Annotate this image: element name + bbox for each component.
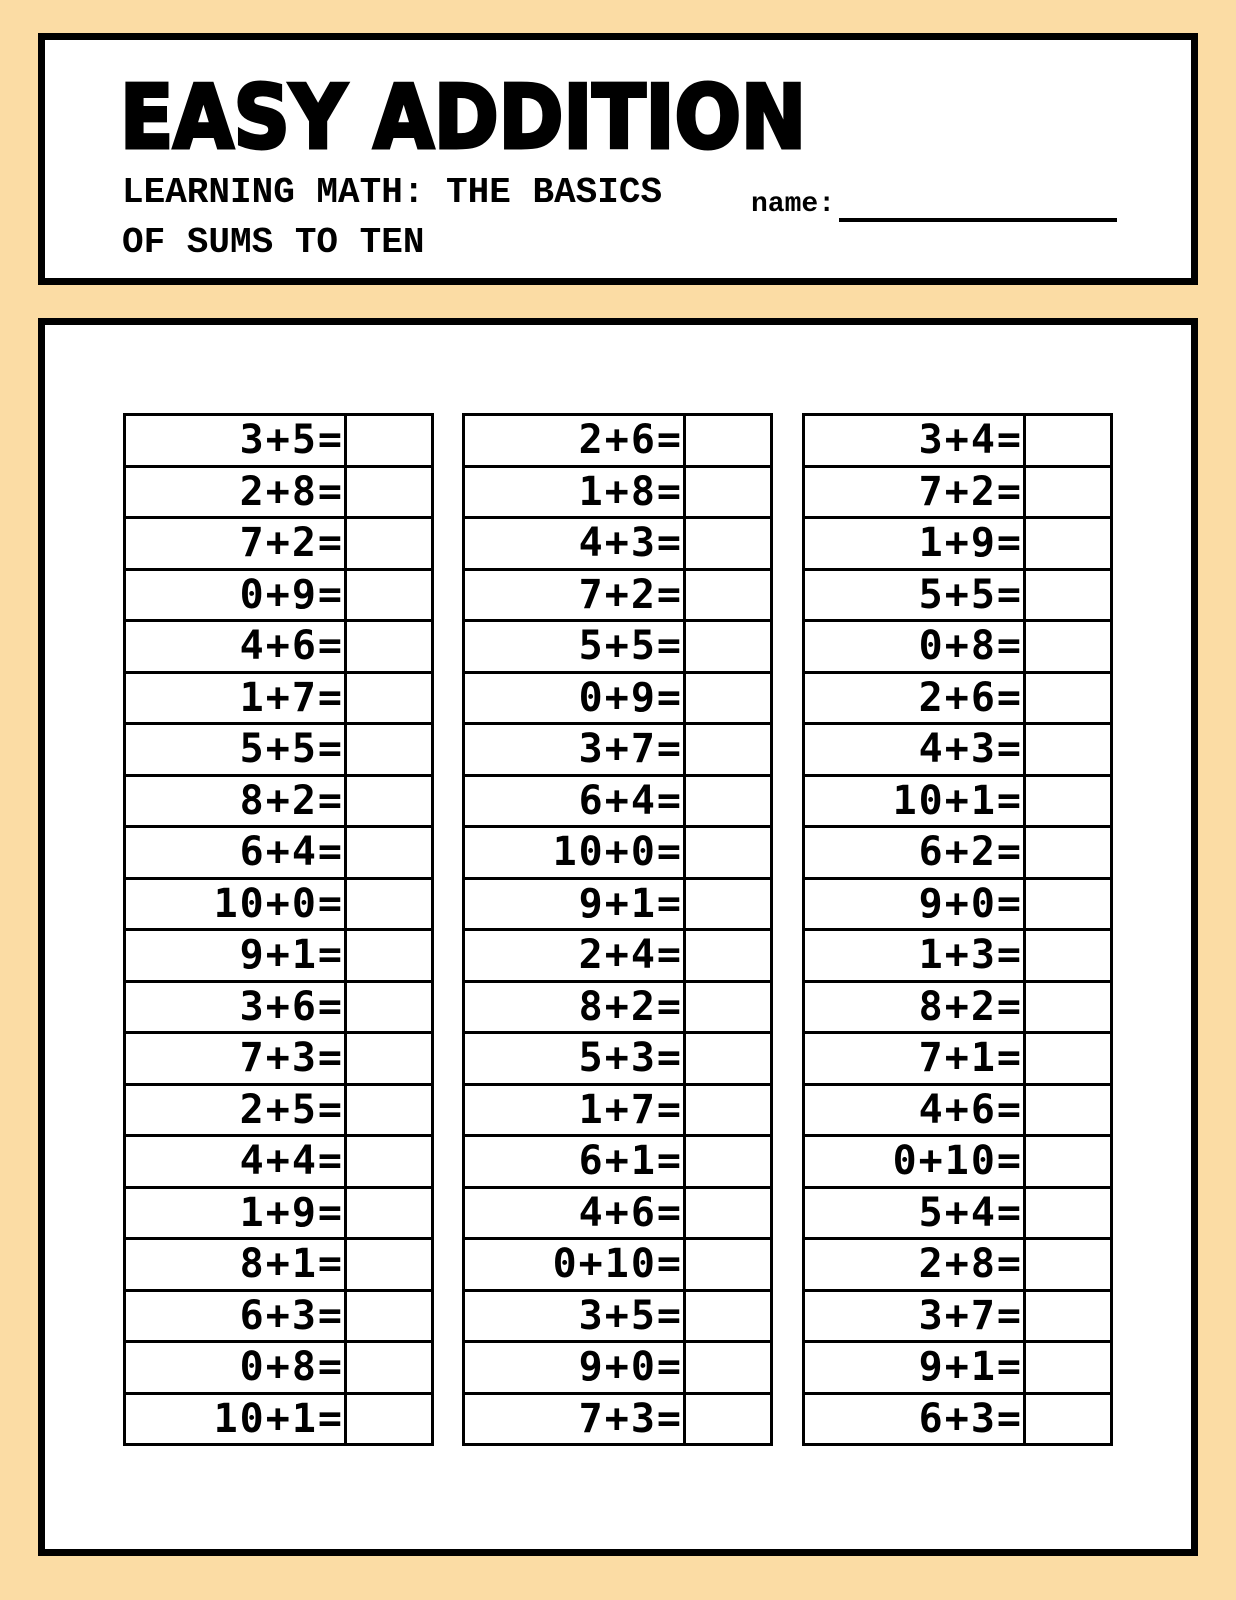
problem-text: 1+3= xyxy=(804,930,1025,982)
problem-row xyxy=(125,1290,433,1342)
problem-row xyxy=(125,1033,433,1085)
answer-box[interactable] xyxy=(685,1033,772,1085)
problem-row xyxy=(804,775,1112,827)
answer-box[interactable] xyxy=(1025,878,1112,930)
problem-text: 4+3= xyxy=(464,518,685,570)
answer-box[interactable] xyxy=(685,621,772,673)
problem-text: 7+1= xyxy=(804,1033,1025,1085)
answer-box[interactable] xyxy=(346,878,433,930)
problem-text: 3+7= xyxy=(804,1290,1025,1342)
problem-row xyxy=(125,827,433,879)
answer-box[interactable] xyxy=(346,569,433,621)
answer-box[interactable] xyxy=(346,672,433,724)
answer-box[interactable] xyxy=(685,672,772,724)
page-title: EASY ADDITION xyxy=(120,68,807,169)
problem-row xyxy=(464,981,772,1033)
problem-text: 2+8= xyxy=(125,466,346,518)
problem-row xyxy=(804,1084,1112,1136)
answer-box[interactable] xyxy=(1025,1342,1112,1394)
problem-text: 9+1= xyxy=(125,930,346,982)
subtitle-line-1: LEARNING MATH: THE BASICS xyxy=(122,172,663,213)
problem-row xyxy=(804,1290,1112,1342)
answer-box[interactable] xyxy=(1025,775,1112,827)
answer-box[interactable] xyxy=(685,415,772,467)
answer-box[interactable] xyxy=(346,518,433,570)
problem-text: 7+3= xyxy=(125,1033,346,1085)
problem-text: 7+2= xyxy=(464,569,685,621)
problem-text: 8+2= xyxy=(464,981,685,1033)
problem-text: 5+4= xyxy=(804,1187,1025,1239)
problem-text: 0+9= xyxy=(125,569,346,621)
answer-box[interactable] xyxy=(1025,1239,1112,1291)
answer-box[interactable] xyxy=(346,827,433,879)
answer-box[interactable] xyxy=(346,724,433,776)
problem-text: 8+1= xyxy=(125,1239,346,1291)
problem-row xyxy=(464,1084,772,1136)
answer-box[interactable] xyxy=(346,466,433,518)
problem-row xyxy=(464,1187,772,1239)
answer-box[interactable] xyxy=(346,1393,433,1445)
answer-box[interactable] xyxy=(1025,621,1112,673)
problem-row xyxy=(464,775,772,827)
problem-text: 6+3= xyxy=(125,1290,346,1342)
answer-box[interactable] xyxy=(1025,672,1112,724)
problem-text: 0+10= xyxy=(464,1239,685,1291)
problem-row xyxy=(464,1393,772,1445)
answer-box[interactable] xyxy=(1025,1033,1112,1085)
answer-box[interactable] xyxy=(346,1290,433,1342)
problem-text: 1+9= xyxy=(125,1187,346,1239)
answer-box[interactable] xyxy=(1025,1290,1112,1342)
problem-row xyxy=(125,1342,433,1394)
problem-row xyxy=(125,1136,433,1188)
problem-row xyxy=(804,827,1112,879)
problem-text: 2+4= xyxy=(464,930,685,982)
problem-text: 6+1= xyxy=(464,1136,685,1188)
problem-row xyxy=(804,518,1112,570)
answer-box[interactable] xyxy=(346,1239,433,1291)
answer-box[interactable] xyxy=(346,930,433,982)
problem-row xyxy=(464,1136,772,1188)
problem-text: 3+5= xyxy=(125,415,346,467)
problem-row xyxy=(125,569,433,621)
problem-text: 3+6= xyxy=(125,981,346,1033)
problem-row xyxy=(464,569,772,621)
problem-row xyxy=(804,466,1112,518)
problem-row xyxy=(804,672,1112,724)
answer-box[interactable] xyxy=(685,1239,772,1291)
answer-box[interactable] xyxy=(685,827,772,879)
problem-text: 1+7= xyxy=(125,672,346,724)
problem-text: 0+8= xyxy=(804,621,1025,673)
problem-text: 0+9= xyxy=(464,672,685,724)
problem-row xyxy=(464,415,772,467)
problem-row xyxy=(464,1239,772,1291)
problem-text: 2+6= xyxy=(804,672,1025,724)
problem-text: 1+8= xyxy=(464,466,685,518)
answer-box[interactable] xyxy=(1025,569,1112,621)
answer-box[interactable] xyxy=(685,569,772,621)
problem-row xyxy=(804,1187,1112,1239)
answer-box[interactable] xyxy=(1025,1393,1112,1445)
problems-column-3 xyxy=(802,413,1113,1446)
page-subtitle xyxy=(122,168,662,268)
answer-box[interactable] xyxy=(346,415,433,467)
problem-text: 4+6= xyxy=(125,621,346,673)
answer-box[interactable] xyxy=(685,1187,772,1239)
problems-table xyxy=(462,413,773,1446)
answer-box[interactable] xyxy=(1025,1084,1112,1136)
problem-text: 2+6= xyxy=(464,415,685,467)
problem-row xyxy=(125,1393,433,1445)
problems-column-2 xyxy=(462,413,773,1446)
problem-text: 1+7= xyxy=(464,1084,685,1136)
problem-row xyxy=(804,930,1112,982)
problem-text: 6+4= xyxy=(464,775,685,827)
problem-text: 9+0= xyxy=(804,878,1025,930)
answer-box[interactable] xyxy=(1025,724,1112,776)
problem-row xyxy=(125,518,433,570)
problem-row xyxy=(125,672,433,724)
answer-box[interactable] xyxy=(346,1342,433,1394)
problem-row xyxy=(464,466,772,518)
problem-text: 5+3= xyxy=(464,1033,685,1085)
problem-row xyxy=(804,569,1112,621)
answer-box[interactable] xyxy=(1025,827,1112,879)
problem-text: 8+2= xyxy=(804,981,1025,1033)
problem-row xyxy=(125,466,433,518)
answer-box[interactable] xyxy=(1025,930,1112,982)
problem-text: 0+8= xyxy=(125,1342,346,1394)
answer-box[interactable] xyxy=(1025,415,1112,467)
problem-row xyxy=(804,1136,1112,1188)
problem-row xyxy=(125,415,433,467)
answer-box[interactable] xyxy=(685,466,772,518)
answer-box[interactable] xyxy=(685,1084,772,1136)
problem-text: 1+9= xyxy=(804,518,1025,570)
problem-row xyxy=(464,518,772,570)
answer-box[interactable] xyxy=(685,878,772,930)
problem-text: 10+1= xyxy=(125,1393,346,1445)
answer-box[interactable] xyxy=(346,1084,433,1136)
problems-table xyxy=(123,413,434,1446)
problem-text: 10+0= xyxy=(464,827,685,879)
problem-row xyxy=(125,621,433,673)
problem-text: 5+5= xyxy=(464,621,685,673)
answer-box[interactable] xyxy=(346,1187,433,1239)
problem-text: 7+2= xyxy=(804,466,1025,518)
problem-text: 9+1= xyxy=(464,878,685,930)
answer-box[interactable] xyxy=(685,1393,772,1445)
header-box xyxy=(38,33,1198,285)
answer-box[interactable] xyxy=(685,1290,772,1342)
problem-row xyxy=(464,930,772,982)
answer-box[interactable] xyxy=(1025,981,1112,1033)
problem-text: 6+4= xyxy=(125,827,346,879)
answer-box[interactable] xyxy=(346,775,433,827)
answer-box[interactable] xyxy=(346,1136,433,1188)
answer-box[interactable] xyxy=(1025,1187,1112,1239)
problem-text: 10+1= xyxy=(804,775,1025,827)
answer-box[interactable] xyxy=(685,1342,772,1394)
problem-text: 6+2= xyxy=(804,827,1025,879)
problem-row xyxy=(125,775,433,827)
problem-text: 8+2= xyxy=(125,775,346,827)
answer-box[interactable] xyxy=(685,930,772,982)
problem-row xyxy=(125,930,433,982)
problems-box xyxy=(38,318,1198,1556)
problem-text: 4+3= xyxy=(804,724,1025,776)
problem-text: 3+4= xyxy=(804,415,1025,467)
subtitle-line-2: OF SUMS TO TEN xyxy=(122,222,425,263)
problem-row xyxy=(464,1290,772,1342)
answer-box[interactable] xyxy=(1025,466,1112,518)
problem-row xyxy=(804,415,1112,467)
problem-row xyxy=(804,724,1112,776)
problem-row xyxy=(804,1393,1112,1445)
problem-row xyxy=(804,981,1112,1033)
problem-row xyxy=(464,1342,772,1394)
problem-text: 4+6= xyxy=(464,1187,685,1239)
answer-box[interactable] xyxy=(685,1136,772,1188)
problem-text: 4+6= xyxy=(804,1084,1025,1136)
problem-row xyxy=(125,1084,433,1136)
problem-text: 5+5= xyxy=(804,569,1025,621)
problem-text: 0+10= xyxy=(804,1136,1025,1188)
problem-row xyxy=(464,672,772,724)
problem-text: 3+5= xyxy=(464,1290,685,1342)
problem-text: 4+4= xyxy=(125,1136,346,1188)
problem-text: 6+3= xyxy=(804,1393,1025,1445)
problems-column-1 xyxy=(123,413,434,1446)
problem-row xyxy=(125,981,433,1033)
answer-box[interactable] xyxy=(685,518,772,570)
answer-box[interactable] xyxy=(346,981,433,1033)
problem-text: 9+0= xyxy=(464,1342,685,1394)
name-area xyxy=(751,188,1117,222)
problem-row xyxy=(125,724,433,776)
problem-text: 5+5= xyxy=(125,724,346,776)
problem-row xyxy=(804,1033,1112,1085)
problem-text: 9+1= xyxy=(804,1342,1025,1394)
problem-text: 3+7= xyxy=(464,724,685,776)
answer-box[interactable] xyxy=(685,724,772,776)
answer-box[interactable] xyxy=(1025,1136,1112,1188)
problem-row xyxy=(804,621,1112,673)
problem-row xyxy=(464,724,772,776)
problem-row xyxy=(125,1239,433,1291)
problem-row xyxy=(464,827,772,879)
problem-text: 7+2= xyxy=(125,518,346,570)
name-input-line[interactable] xyxy=(839,188,1117,222)
problem-text: 10+0= xyxy=(125,878,346,930)
name-label: name: xyxy=(751,189,836,220)
problem-row xyxy=(464,621,772,673)
problem-row xyxy=(125,878,433,930)
answer-box[interactable] xyxy=(346,621,433,673)
problem-row xyxy=(804,1239,1112,1291)
answer-box[interactable] xyxy=(1025,518,1112,570)
problem-text: 2+5= xyxy=(125,1084,346,1136)
problem-row xyxy=(804,1342,1112,1394)
problem-row xyxy=(464,1033,772,1085)
problems-table xyxy=(802,413,1113,1446)
answer-box[interactable] xyxy=(346,1033,433,1085)
problem-row xyxy=(804,878,1112,930)
problem-row xyxy=(464,878,772,930)
problem-text: 7+3= xyxy=(464,1393,685,1445)
answer-box[interactable] xyxy=(685,981,772,1033)
problem-text: 2+8= xyxy=(804,1239,1025,1291)
answer-box[interactable] xyxy=(685,775,772,827)
problem-row xyxy=(125,1187,433,1239)
